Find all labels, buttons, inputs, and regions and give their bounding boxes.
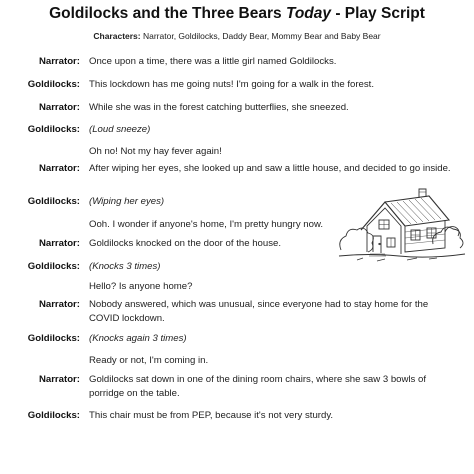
characters-label: Characters:	[93, 31, 141, 41]
speaker-label: Narrator:	[38, 238, 80, 249]
stage-direction: (Knocks again 3 times)	[89, 333, 187, 344]
stage-direction: (Knocks 3 times)	[89, 261, 161, 272]
line-text: This lockdown has me going nuts! I'm going for a walk in the forest.	[89, 79, 374, 90]
characters-line	[0, 31, 474, 41]
title-prefix: Goldilocks and the Three Bears	[49, 5, 286, 22]
title-italic: Today	[285, 5, 332, 22]
speaker-label: Narrator:	[38, 163, 80, 174]
characters-list: Narrator, Goldilocks, Daddy Bear, Mommy Bear and Baby Bear	[140, 31, 381, 41]
line-text	[89, 123, 414, 137]
speaker-label: Goldilocks:	[27, 196, 80, 207]
line-text: While she was in the forest catching butterflies, she sneezed.	[89, 102, 349, 113]
line-text: Once upon a time, there was a little girl named Goldilocks.	[89, 56, 337, 67]
line-text: Nobody answered, which was unusual, since everyone had to stay home for the COVID lockdown.	[89, 299, 429, 324]
line-text: Ooh. I wonder if anyone's home, I'm pretty hungry now.	[89, 219, 324, 230]
line-text: After wiping her eyes, she looked up and saw a little house, and decided to go inside.	[89, 163, 451, 174]
speaker-label: Goldilocks:	[27, 124, 80, 135]
line-text: Goldilocks sat down in one of the dining room chairs, where she saw 3 bowls of porridge on the table.	[89, 374, 427, 399]
line-text: Goldilocks knocked on the door of the house.	[89, 238, 281, 249]
line-text	[89, 332, 414, 346]
line-text: Hello? Is anyone home?	[89, 281, 193, 292]
speaker-label: Goldilocks:	[27, 333, 80, 344]
speaker-label: Narrator:	[38, 299, 80, 310]
line-text: Ready or not, I'm coming in.	[89, 355, 209, 366]
speaker-label: Narrator:	[38, 56, 80, 67]
page-title	[0, 5, 474, 23]
speaker-label: Goldilocks:	[27, 79, 80, 90]
speaker-label: Goldilocks:	[27, 261, 80, 272]
house-illustration	[337, 186, 467, 264]
stage-direction: (Wiping her eyes)	[89, 196, 165, 207]
title-suffix: - Play Script	[331, 5, 425, 22]
speaker-label: Goldilocks:	[27, 410, 80, 421]
speaker-label: Narrator:	[38, 374, 80, 385]
speaker-label: Narrator:	[38, 102, 80, 113]
stage-direction: (Loud sneeze)	[89, 124, 151, 135]
line-text: This chair must be from PEP, because it's not very sturdy.	[89, 410, 334, 421]
line-text: Oh no! Not my hay fever again!	[89, 146, 222, 157]
